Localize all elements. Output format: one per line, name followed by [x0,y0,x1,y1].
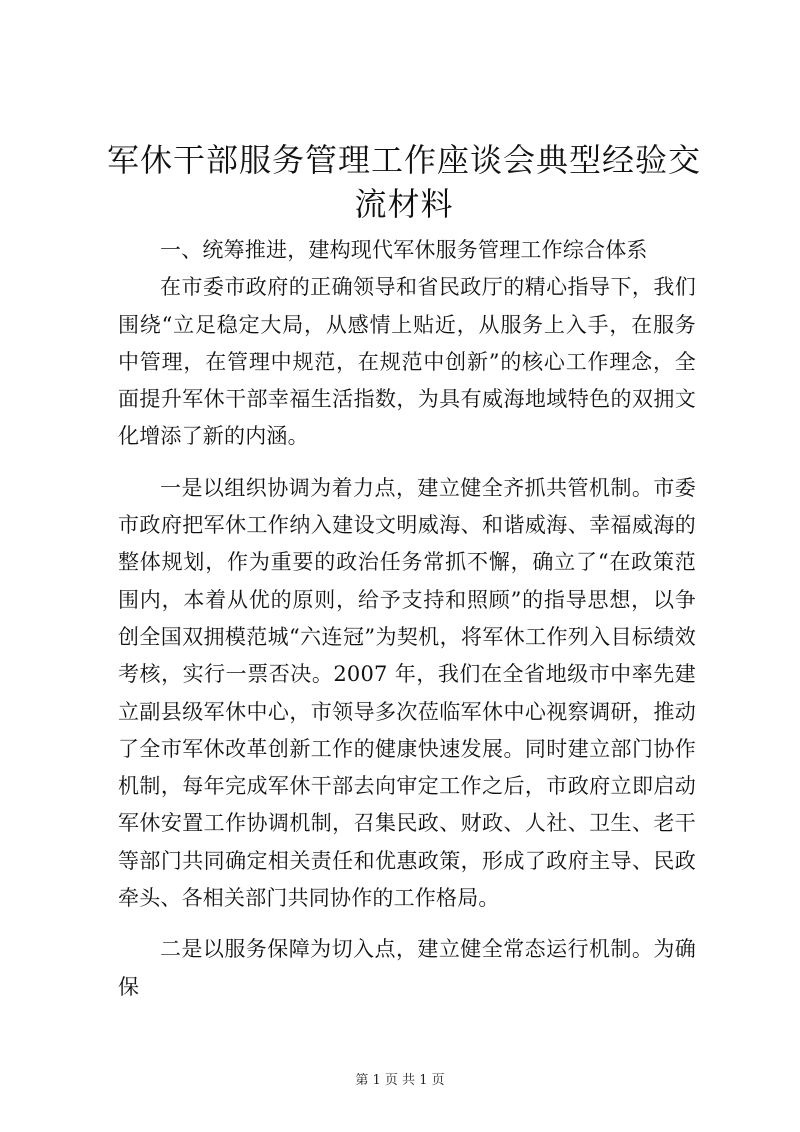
page-footer: 第 1 页 共 1 页 [355,1073,445,1088]
document-title: 军休干部服务管理工作座谈会典型经验交流材料 [106,141,701,223]
section-heading: 一、统筹推进，建构现代军休服务管理工作综合体系 [160,238,648,262]
intro-paragraph: 在市委市政府的正确领导和省民政厅的精心指导下，我们围绕“立足稳定大局，从感情上贴近，从服务上入手，在服务中管理，在管理中规范，在规范中创新”的核心工作理念，全面提升军休干部幸福生活指数，为具有威海地域特色的双拥文化增添了新的内涵。 [118,275,696,449]
point-one-paragraph: 一是以组织协调为着力点，建立健全齐抓共管机制。市委市政府把军休工作纳入建设文明威海、和谐威海、幸福威海的整体规划，作为重要的政治任务常抓不懈，确立了“在政策范围内，本着从优的原则，给予支持和照顾”的指导思想，以争创全国双拥模范城“六连冠”为契机，将军休工作列入目标绩效考核，实行一票否决。2007 年，我们在全省地级市中率先建立副县级军休中心，市领导多次莅临军休中心视察调研，推动了全市军休改革创新工作的健康快速发展。同时建立部门协作机制，每年完成军休干部去向审定工作之后，市政府立即启动军休安置工作协调机制，召集民政、财政、人社、卫生、老干等部门共同确定相关责任和优惠政策，形成了政府主导、民政牵头、各相关部门共同协作的工作格局。 [118,475,696,911]
document-body [118,232,696,1006]
point-two-paragraph: 二是以服务保障为切入点，建立健全常态运行机制。为确保 [118,937,696,999]
